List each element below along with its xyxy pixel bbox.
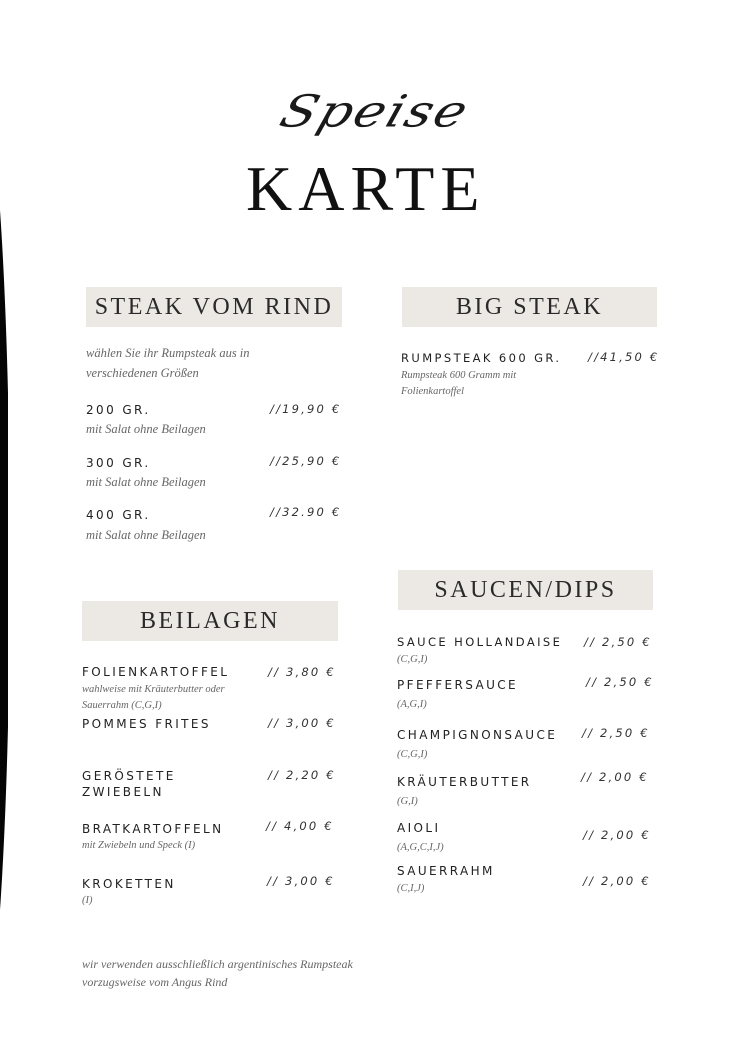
beilagen-item-name: GERÖSTETE ZWIEBELN: [82, 769, 176, 799]
steak-item-name: 400 GR.: [86, 508, 151, 522]
sauce-item-price: // 2,00 €: [583, 874, 651, 888]
sauce-item-desc: (C,G,I): [397, 749, 428, 760]
sauce-item-name: SAUERRAHM: [397, 864, 495, 878]
steak-item-desc: mit Salat ohne Beilagen: [86, 475, 206, 489]
steak-item-name: 300 GR.: [86, 456, 151, 470]
steak-item-desc: mit Salat ohne Beilagen: [86, 528, 206, 542]
sauce-item-desc: (A,G,C,I,J): [397, 842, 444, 853]
beilagen-item-name: BRATKARTOFFELN: [82, 822, 224, 836]
section-heading-big-steak: BIG STEAK: [402, 287, 657, 327]
steak-intro: wählen Sie ihr Rumpsteak aus in verschiedenen Größen: [86, 346, 250, 380]
steak-item-price: //25,90 €: [270, 454, 342, 468]
big-steak-item-price: //41,50 €: [588, 350, 660, 364]
beilagen-item-price: // 3,00 €: [268, 716, 336, 730]
steak-item-desc: mit Salat ohne Beilagen: [86, 422, 206, 436]
sauce-item-desc: (C,I,J): [397, 883, 425, 894]
beilagen-item-desc: (I): [82, 895, 93, 906]
page-title: KARTE: [246, 153, 486, 224]
big-steak-item-name: RUMPSTEAK 600 GR.: [401, 351, 562, 365]
sauce-item-desc: (G,I): [397, 796, 418, 807]
sauce-item-name: KRÄUTERBUTTER: [397, 775, 532, 789]
sauce-item-desc: (C,G,I): [397, 654, 428, 665]
steak-item-price: //19,90 €: [270, 402, 342, 416]
footer-line-2: vorzugsweise vom Angus Rind: [82, 975, 228, 989]
section-heading-saucen: SAUCEN/DIPS: [398, 570, 653, 610]
beilagen-item-desc: wahlweise mit Kräuterbutter oder Sauerrahm (C,G,I): [82, 684, 225, 711]
sauce-item-name: CHAMPIGNONSAUCE: [397, 728, 558, 742]
beilagen-item-name: KROKETTEN: [82, 877, 176, 891]
big-steak-item-desc: Rumpsteak 600 Gramm mit Folienkartoffel: [401, 370, 517, 397]
steak-item-name: 200 GR.: [86, 403, 151, 417]
sauce-item-desc: (A,G,I): [397, 699, 427, 710]
sauce-item-price: // 2,00 €: [581, 770, 649, 784]
beilagen-item-name: FOLIENKARTOFFEL: [82, 665, 230, 679]
sauce-item-name: PFEFFERSAUCE: [397, 678, 519, 692]
script-title: Speise: [273, 86, 477, 138]
sauce-item-price: // 2,50 €: [584, 635, 652, 649]
section-heading-beilagen: BEILAGEN: [82, 601, 338, 641]
sauce-item-price: // 2,50 €: [586, 675, 654, 689]
beilagen-item-desc: mit Zwiebeln und Speck (I): [82, 840, 196, 851]
beilagen-item-price: // 4,00 €: [266, 819, 334, 833]
sauce-item-name: AIOLI: [397, 821, 441, 835]
beilagen-item-price: // 3,80 €: [268, 665, 336, 679]
section-heading-steak: STEAK VOM RIND: [86, 287, 342, 327]
sauce-item-price: // 2,50 €: [582, 726, 650, 740]
footer-line-1: wir verwenden ausschließlich argentinisches Rumpsteak: [82, 957, 353, 971]
steak-item-price: //32.90 €: [270, 505, 342, 519]
beilagen-item-price: // 3,00 €: [267, 874, 335, 888]
sauce-item-price: // 2,00 €: [583, 828, 651, 842]
beilagen-item-price: // 2,20 €: [268, 768, 336, 782]
beilagen-item-name: POMMES FRITES: [82, 717, 211, 731]
sauce-item-name: SAUCE HOLLANDAISE: [397, 635, 563, 649]
